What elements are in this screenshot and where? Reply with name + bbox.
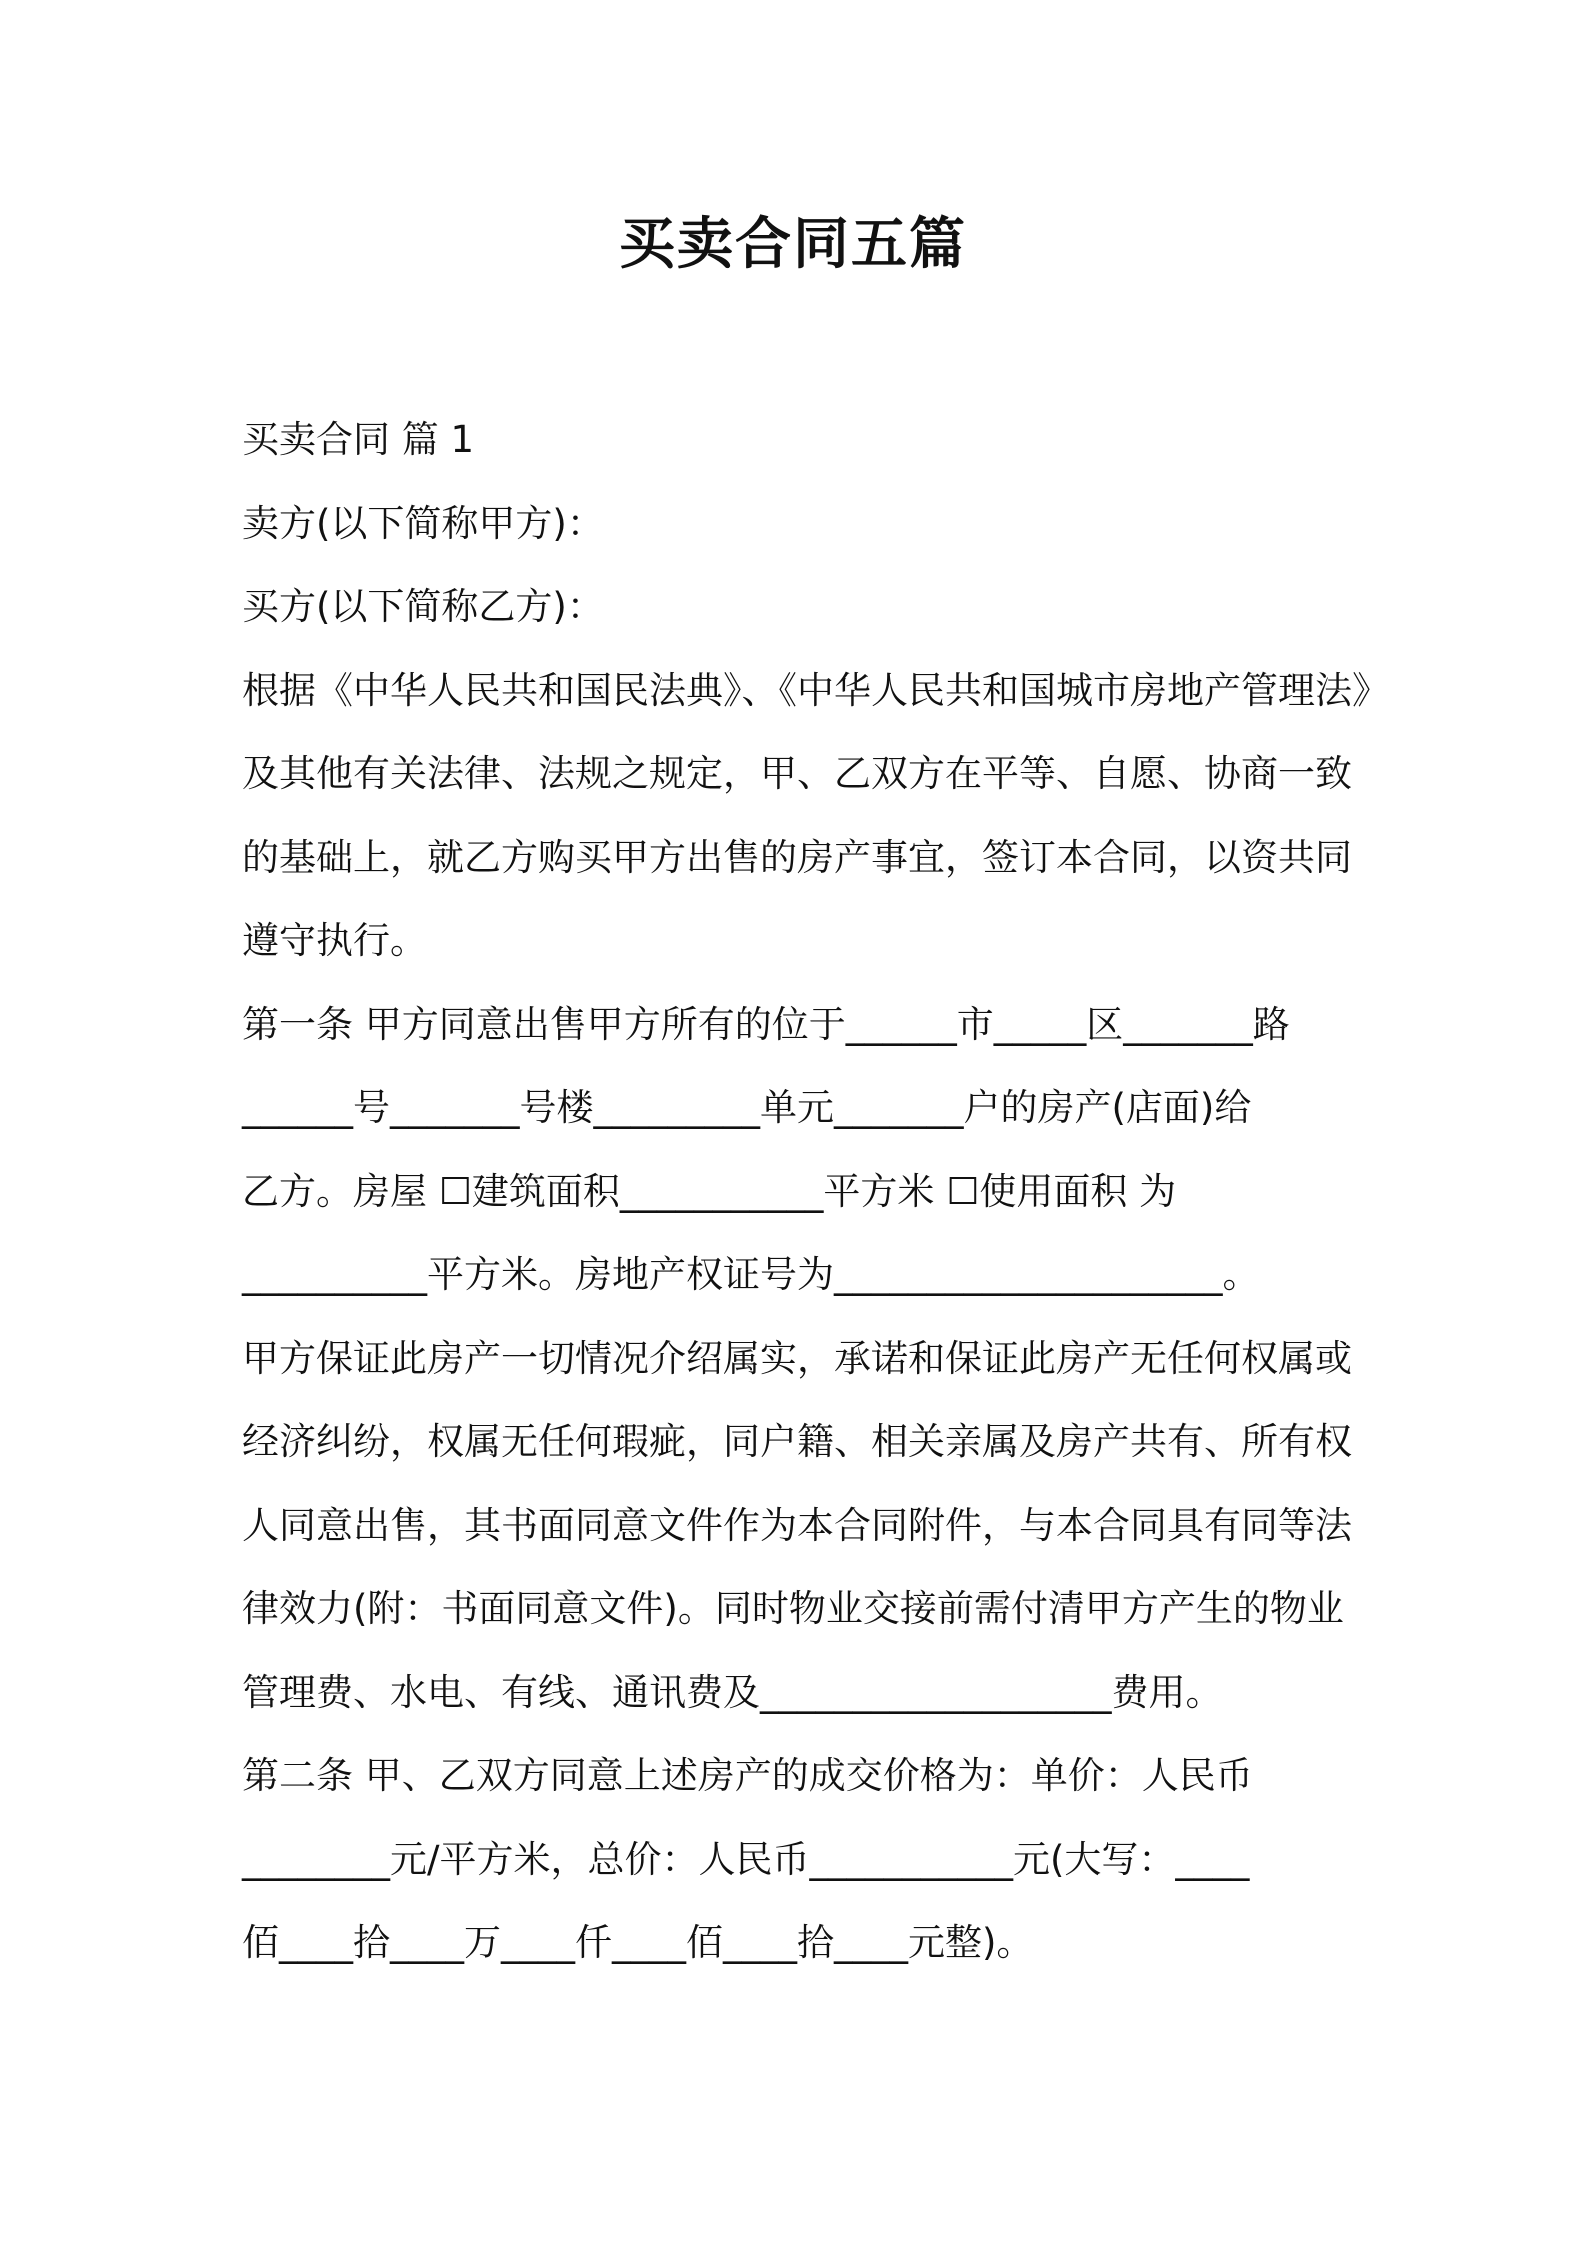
- paragraph-line: 人同意出售，其书面同意文件作为本合同附件，与本合同具有同等法: [242, 1503, 1352, 1547]
- article-1-line: 第一条 甲方同意出售甲方所有的位于______市_____区_______路: [242, 1002, 1290, 1046]
- paragraph-line: 甲方保证此房产一切情况介绍属实，承诺和保证此房产无任何权属或: [242, 1336, 1352, 1380]
- section-heading: 买卖合同 篇 1: [242, 418, 475, 461]
- document-title: 买卖合同五篇: [619, 212, 967, 277]
- paragraph-line: 管理费、水电、有线、通讯费及___________________费用。: [242, 1670, 1223, 1714]
- seller-line: 卖方(以下简称甲方)：: [242, 501, 604, 545]
- buyer-line: 买方(以下简称乙方)：: [242, 585, 604, 628]
- paragraph-line: 律效力(附：书面同意文件)。同时物业交接前需付清甲方产生的物业: [242, 1587, 1344, 1630]
- paragraph-line: 遵守执行。: [242, 919, 427, 962]
- article-2-line: ________元/平方米，总价：人民币___________元(大写：____: [242, 1837, 1250, 1881]
- paragraph-line: 根据《中华人民共和国民法典》、《中华人民共和国城市房地产管理法》: [242, 668, 1389, 712]
- article-2-line: 佰____拾____万____仟____佰____拾____元整)。: [242, 1921, 1034, 1964]
- paragraph-line: 经济纠纷，权属无任何瑕疵，同户籍、相关亲属及房产共有、所有权: [242, 1420, 1352, 1463]
- paragraph-line: 的基础上，就乙方购买甲方出售的房产事宜，签订本合同，以资共同: [242, 835, 1352, 879]
- paragraph-line: 及其他有关法律、法规之规定，甲、乙双方在平等、自愿、协商一致: [242, 752, 1352, 795]
- article-1-line: 乙方。房屋 ☐建筑面积___________平方米 ☐使用面积 为: [242, 1169, 1177, 1213]
- document-body: [242, 398, 1389, 1985]
- article-1-line: ______号_______号楼_________单元_______户的房产(店面)给: [242, 1086, 1252, 1129]
- article-1-line: __________平方米。房地产权证号为_____________________。: [242, 1253, 1260, 1296]
- article-2-line: 第二条 甲、乙双方同意上述房产的成交价格为：单价：人民币: [242, 1754, 1253, 1797]
